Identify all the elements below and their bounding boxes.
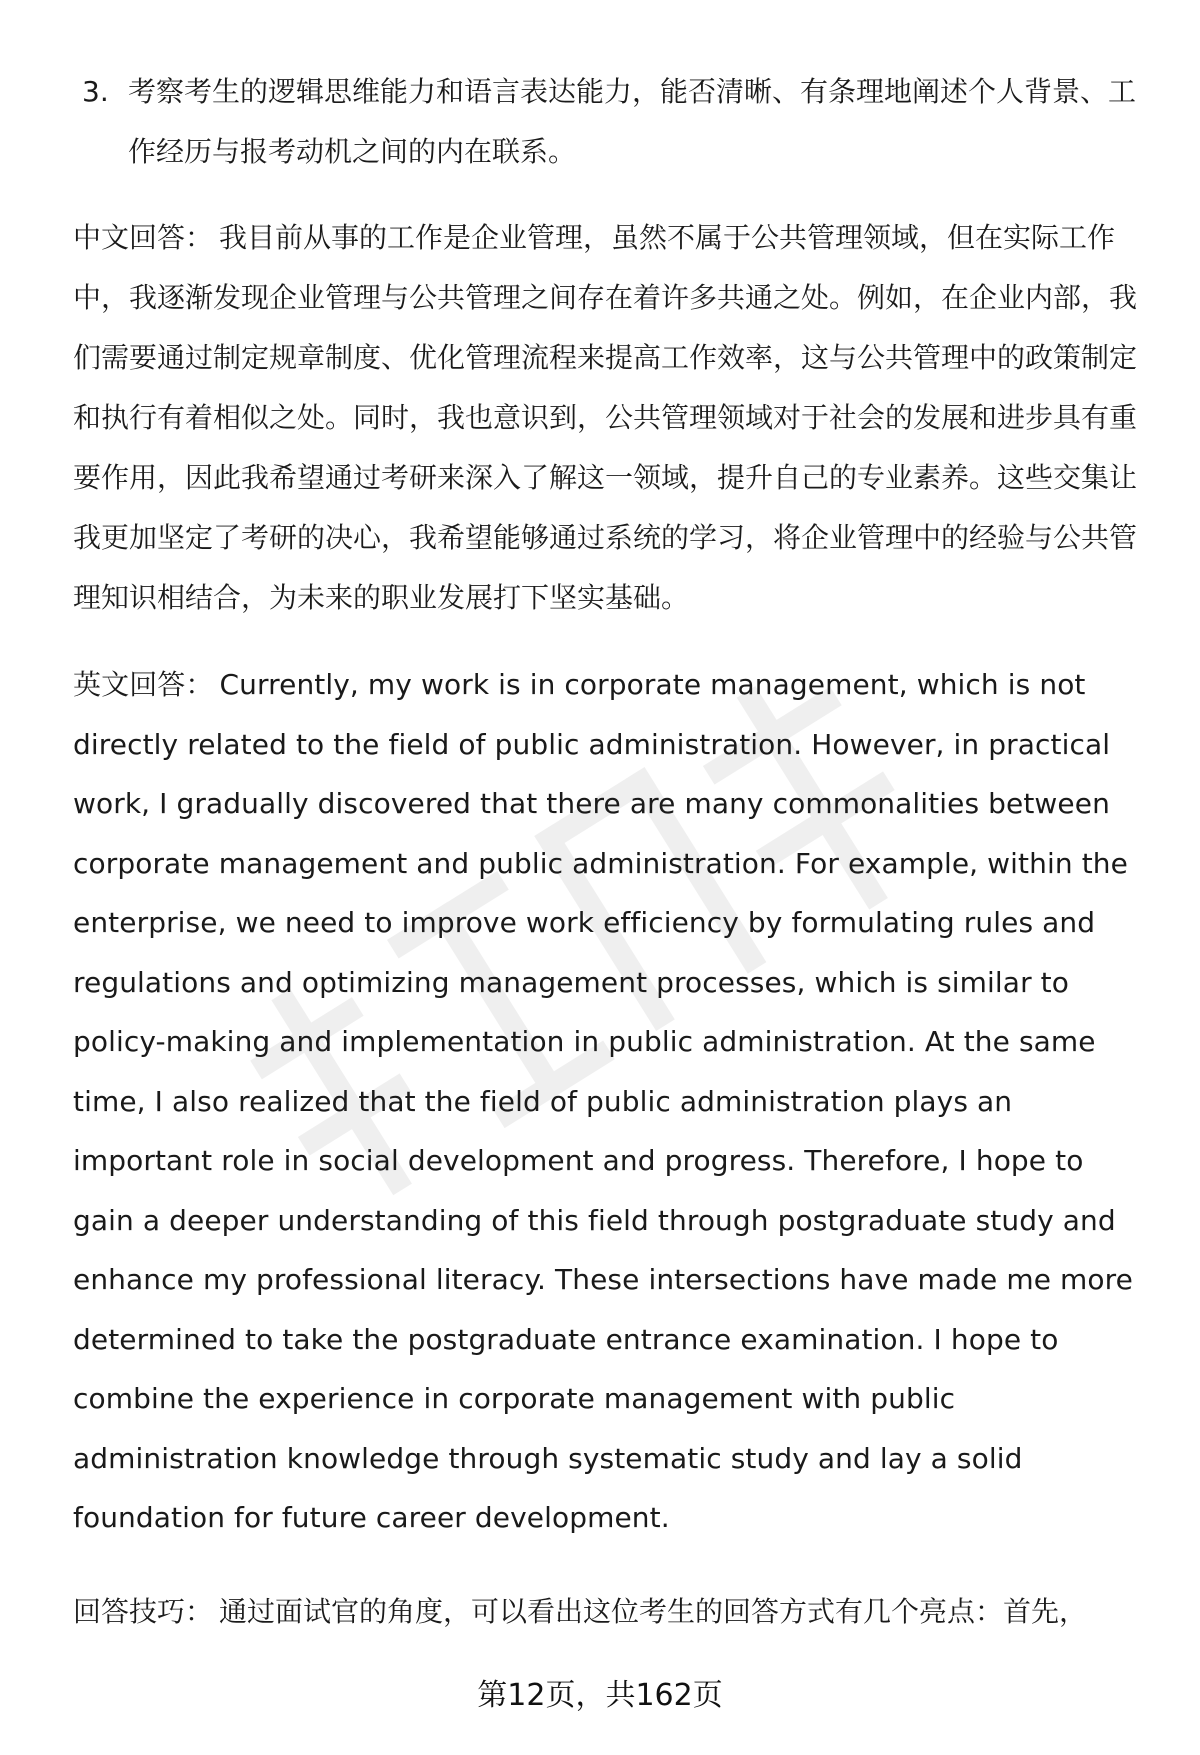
page-indicator: 第12页，共162页 [477,1678,723,1713]
english-answer-label: 英文回答： [73,668,214,701]
english-answer-paragraph [73,655,1143,1548]
list-item-number: 3. [82,75,109,108]
chinese-answer-paragraph [73,208,1153,628]
numbered-list-item [82,62,1142,182]
answer-tips-label: 回答技巧： [73,1595,214,1628]
english-answer-text: Currently, my work is in corporate management, which is not directly related to the field of public administration. However, in practical work, I gradually discovered that there are many commonalities between corporate management and public administration. For example, within the enterprise, we need to improve work efficiency by formulating rules and regulations and optimizing management processes, which is similar to policy-making and implementation in public administration. At the same time, I also realized that the field of public administration plays an important role in social development and progress. Therefore, I hope to gain a deeper understanding of this field through postgraduate study and enhance my professional literacy. These intersections have made me more determined to take the postgraduate entrance examination. I hope to combine the experience in corporate management with public administration knowledge through systematic study and lay a solid foundation for future career development. [73,668,1133,1534]
chinese-answer-label: 中文回答： [73,221,214,254]
answer-tips-text: 通过面试官的角度，可以看出这位考生的回答方式有几个亮点：首先， [219,1595,1088,1628]
answer-tips-paragraph [73,1582,1153,1642]
list-item-text: 考察考生的逻辑思维能力和语言表达能力，能否清晰、有条理地阐述个人背景、工作经历与报考动机之间的内在联系。 [128,75,1137,168]
chinese-answer-text: 我目前从事的工作是企业管理，虽然不属于公共管理领域，但在实际工作中，我逐渐发现企业管理与公共管理之间存在着许多共通之处。例如，在企业内部，我们需要通过制定规章制度、优化管理流程来提高工作效率，这与公共管理中的政策制定和执行有着相似之处。同时，我也意识到，公共管理领域对于社会的发展和进步具有重要作用，因此我希望通过考研来深入了解这一领域，提升自己的专业素养。这些交集让我更加坚定了考研的决心，我希望能够通过系统的学习，将企业管理中的经验与公共管理知识相结合，为未来的职业发展打下坚实基础。 [73,221,1138,614]
